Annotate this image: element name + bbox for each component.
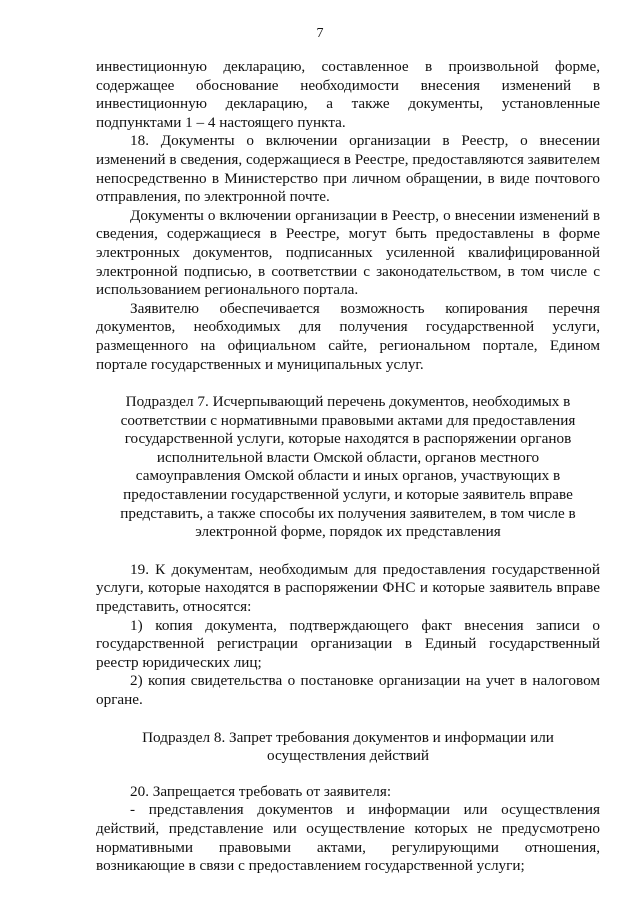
- paragraph-18-copying: Заявителю обеспечивается возможность копирования перечня документов, необходимых для получения государственной услуги, размещенного на официальном сайте, региональном портале, Едином портале государственных и муниципальных услуг.: [96, 299, 600, 373]
- subsection-8-heading: Подраздел 8. Запрет требования документов и информации или осуществления действий: [142, 728, 554, 765]
- subsection-7-heading: Подраздел 7. Исчерпывающий перечень документов, необходимых в соответствии с нормативными правовыми актами для предоставления государственной услуги, которые находятся в распоряжении органов исполнительной власти Омской области, органов местного самоуправления Омской области и иных органов, участвующих в предоставлении государственной услуги, и которые заявитель вправе представить, а также способы их получения заявителем, в том числе в электронной форме, порядок их представления: [120, 393, 576, 541]
- paragraph-18-electronic: Документы о включении организации в Реестр, о внесении изменений в сведения, содержащиеся в Реестре, могут быть предоставлены в форме электронных документов, подписанных усиленной квалифицированной электронной подписью, в соответствии с законодательством, в том числе с использованием регионального портала.: [96, 206, 600, 299]
- page-number: 7: [316, 26, 324, 41]
- paragraph-19-item-2: 2) копия свидетельства о постановке организации на учет в налоговом органе.: [96, 672, 600, 708]
- paragraph-19-item-1: 1) копия документа, подтверждающего факт внесения записи о государственной регистрации организации в Единый государственный реестр юридических лиц;: [96, 616, 600, 671]
- document-body: [96, 58, 600, 876]
- paragraph-20: 20. Запрещается требовать от заявителя:: [130, 782, 392, 800]
- paragraph-intro: инвестиционную декларацию, составленное в произвольной форме, содержащее обоснование необходимости внесения изменений в инвестиционную декларацию, а также документы, установленные подпунктами 1 – 4 настоящего пункта.: [96, 58, 600, 131]
- paragraph-20-item-1: - представления документов и информации или осуществления действий, представление или осуществление которых не предусмотрено нормативными правовыми актами, регулирующими отношения, возникающие в связи с предоставлением государственной услуги;: [96, 801, 600, 875]
- paragraph-19: 19. К документам, необходимым для предоставления государственной услуги, которые находятся в распоряжении ФНС и которые заявитель вправе представить, относятся:: [96, 560, 600, 616]
- paragraph-18: 18. Документы о включении организации в Реестр, о внесении изменений в сведения, содержащиеся в Реестре, предоставляются заявителем непосредственно в Министерство при личном обращении, в виде почтового отправления, по электронной почте.: [96, 132, 600, 206]
